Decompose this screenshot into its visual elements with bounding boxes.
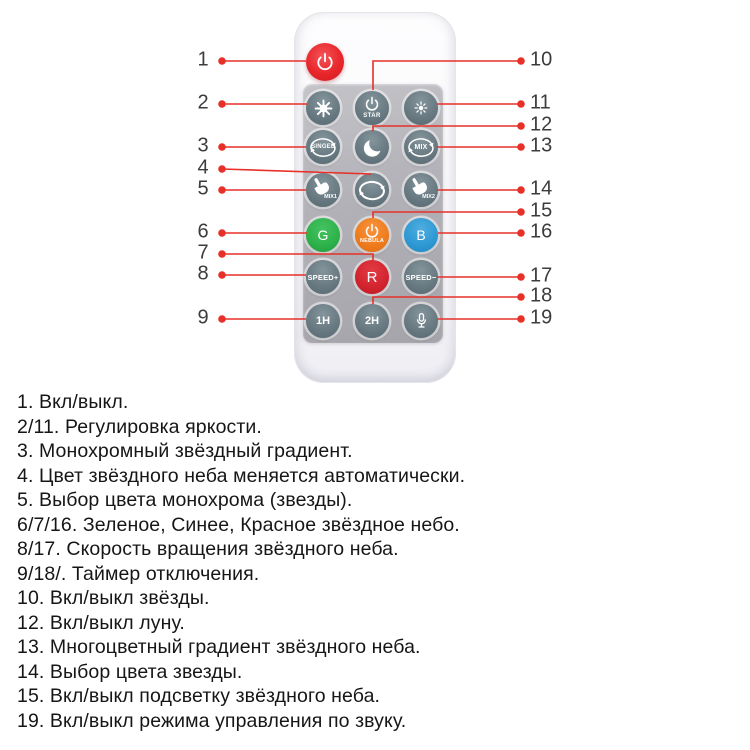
callout-number-19: 19: [530, 306, 553, 329]
mix2-button: [404, 173, 438, 207]
callout-number-14: 14: [530, 177, 553, 200]
power-icon: [314, 51, 336, 73]
legend-item: 10. Вкл/выкл звёзды.: [17, 587, 210, 609]
blue-button: [404, 218, 438, 252]
callout-number-5: 5: [197, 177, 209, 200]
star-button-label: STAR: [363, 113, 381, 119]
callout-number-1: 1: [197, 48, 209, 71]
moon-icon: [361, 136, 384, 159]
legend-item: 3. Монохромный звёздный градиент.: [17, 440, 353, 462]
green-button-label: G: [317, 227, 329, 243]
legend-item: 12. Вкл/выкл луну.: [17, 611, 185, 634]
legend-item: 19. Вкл/выкл режима управления по звуку.: [17, 709, 407, 732]
legend-item: 8/17. Скорость вращения звёздного неба.: [17, 538, 399, 560]
speed-plus-button: [306, 260, 340, 294]
legend-item: 15. Вкл/выкл подсветку звёздного неба.: [17, 685, 381, 707]
legend-item: 6/7/16. Зеленое, Синее, Красное звёздное небо.: [17, 513, 460, 536]
callout-number-16: 16: [530, 220, 553, 243]
star-power-icon: [363, 95, 381, 113]
callout-number-7: 7: [197, 241, 209, 264]
brightness-down-icon: [411, 98, 431, 118]
timer-2h-label: 2H: [364, 315, 380, 327]
nebula-button: [355, 218, 389, 252]
callout-number-4: 4: [197, 156, 209, 179]
mic-button: [404, 304, 438, 338]
star-button: [355, 91, 389, 125]
mix-button: [404, 130, 438, 164]
timer-1h-button: [306, 304, 340, 338]
microphone-icon: [411, 311, 432, 332]
red-button: [355, 260, 389, 294]
legend-item: 4. Цвет звёздного неба меняется автоматически.: [17, 464, 466, 487]
legend-list: [17, 390, 465, 733]
callout-number-11: 11: [530, 91, 551, 114]
callout-number-15: 15: [530, 199, 553, 222]
legend-item: 9/18/. Таймер отключения.: [17, 562, 260, 585]
power-button: [306, 43, 344, 81]
nebula-button-label: NEBULA: [359, 238, 385, 244]
cycle-arrows-icon: [355, 173, 389, 207]
legend-item: 14. Выбор цвета звезды.: [17, 660, 243, 683]
mix1-button: [306, 173, 340, 207]
legend-item: 2/11. Регулировка яркости.: [17, 415, 262, 438]
mix2-button-label: MIX2: [422, 194, 435, 200]
callout-number-10: 10: [530, 48, 553, 71]
brightness-down-button: [404, 91, 438, 125]
callout-number-9: 9: [197, 306, 209, 329]
moon-button: [355, 130, 389, 164]
callout-number-17: 17: [530, 264, 553, 287]
callout-number-6: 6: [197, 220, 209, 243]
red-button-label: R: [366, 268, 378, 286]
speed-minus-label: SPEED−: [405, 272, 437, 282]
callout-number-18: 18: [530, 284, 553, 307]
auto-cycle-button: [355, 173, 389, 207]
callout-number-3: 3: [197, 134, 209, 157]
legend-item: 5. Выбор цвета монохрома (звезды).: [17, 489, 353, 511]
mix-button-label: MIX: [414, 143, 428, 151]
speed-plus-label: SPEED+: [307, 272, 339, 282]
timer-2h-button: [355, 304, 389, 338]
mix1-button-label: MIX1: [324, 194, 337, 200]
callout-number-13: 13: [530, 134, 553, 157]
legend-item: 13. Многоцветный градиент звёздного неба.: [17, 636, 421, 658]
singel-button: [306, 130, 340, 164]
callout-number-2: 2: [197, 91, 209, 114]
brightness-up-button: [306, 91, 340, 125]
blue-button-label: B: [416, 227, 426, 243]
speed-minus-button: [404, 260, 438, 294]
brightness-up-icon: [313, 98, 334, 119]
singel-button-label: SINGEL: [311, 144, 335, 150]
callout-number-12: 12: [530, 113, 553, 136]
green-button: [306, 218, 340, 252]
legend-item: 1. Вкл/выкл.: [17, 391, 129, 413]
callout-number-8: 8: [197, 262, 209, 285]
timer-1h-label: 1H: [315, 315, 331, 327]
